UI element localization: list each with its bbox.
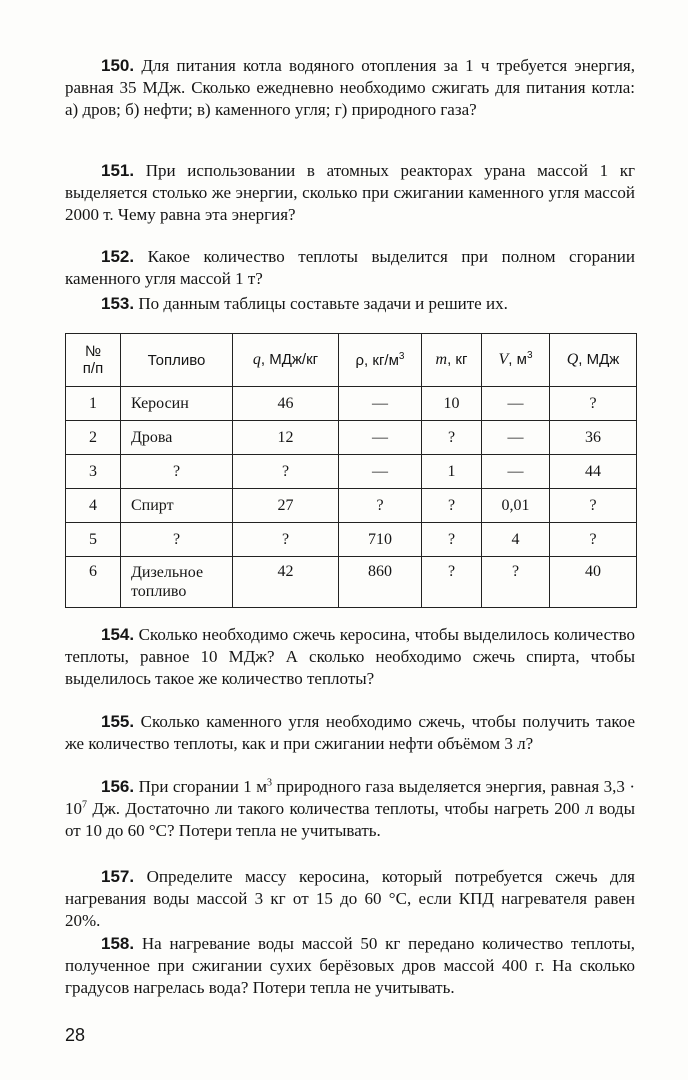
cell-m: 1 [422, 455, 482, 489]
problem-number: 156. [101, 777, 135, 796]
cell-number: 3 [66, 455, 121, 489]
problem-text: Какое количество теплоты выделится при полном сгорании каменного угля массой 1 т? [65, 247, 635, 288]
problem-151 [65, 160, 635, 226]
superscript: 3 [267, 777, 272, 789]
cell-rho: — [339, 421, 422, 455]
header-number-sign: № [84, 343, 102, 360]
problem-text: Для питания котла водяного отопления за 1 ч требуется энергия, равная 35 МДж. Сколько ежедневно необходимо сжигать для питания котла: а) дров; б) нефти; в) каменного угля; г) природного газа? [65, 56, 635, 119]
superscript: 7 [82, 799, 87, 811]
header-number-label: п/п [82, 360, 104, 377]
cell-q: 12 [233, 421, 339, 455]
cell-Q: ? [550, 387, 637, 421]
table-row [66, 557, 637, 608]
fuel-data-table [65, 333, 637, 608]
problem-155 [65, 711, 635, 755]
table-header-row [66, 334, 637, 387]
problem-number: 151. [101, 161, 135, 180]
cell-fuel [121, 557, 233, 608]
cell-m: ? [422, 489, 482, 523]
problem-text: Определите массу керосина, который потребуется сжечь для нагревания воды массой 3 кг от 15 до 60 °С, если КПД нагревателя равен 20%. [65, 867, 636, 930]
cell-number: 1 [66, 387, 121, 421]
table-row [66, 387, 637, 421]
problem-text: При использовании в атомных реакторах урана массой 1 кг выделяется столько же энергии, сколько при сжигании каменного угля массой 2000 т. Чему равна эта энергия? [65, 161, 635, 224]
header-number [66, 334, 121, 387]
header-m-unit: , кг [447, 351, 468, 368]
cell-m: ? [422, 421, 482, 455]
cell-number: 4 [66, 489, 121, 523]
problem-158 [65, 933, 635, 999]
cell-fuel: Дрова [121, 421, 233, 455]
cell-m: ? [422, 557, 482, 608]
cell-m: ? [422, 523, 482, 557]
header-mass [422, 334, 482, 387]
cell-v: — [482, 455, 550, 489]
cell-v: ? [482, 557, 550, 608]
problem-text [65, 777, 635, 840]
table-row [66, 455, 637, 489]
cell-fuel: ? [121, 523, 233, 557]
header-Q-symbol: Q [566, 351, 579, 368]
table-row [66, 489, 637, 523]
problem-text: Сколько каменного угля необходимо сжечь, чтобы получить такое же количество теплоты, как и при сжигании нефти объёмом 3 л? [65, 712, 636, 753]
header-Q-unit: , МДж [578, 351, 620, 368]
cell-rho: 860 [339, 557, 422, 608]
problem-number: 152. [101, 247, 135, 266]
cell-q: 42 [233, 557, 339, 608]
cell-fuel: ? [121, 455, 233, 489]
problem-152 [65, 246, 635, 290]
header-density [339, 334, 422, 387]
cell-q: ? [233, 455, 339, 489]
header-heat [550, 334, 637, 387]
problem-text-part: При сгорании 1 м [138, 777, 267, 796]
problem-number: 150. [101, 56, 135, 75]
cell-Q: ? [550, 489, 637, 523]
problem-text-part: Дж. Достаточно ли такого количества теплоты, чтобы нагреть 200 л воды от 10 до 60 °С? Потери тепла не учитывать. [65, 799, 635, 840]
header-rho-sup: 3 [398, 350, 405, 362]
header-volume [482, 334, 550, 387]
cell-q: 46 [233, 387, 339, 421]
header-specific-heat [233, 334, 339, 387]
cell-m: 10 [422, 387, 482, 421]
table-row [66, 523, 637, 557]
problem-number: 157. [101, 867, 135, 886]
cell-number: 2 [66, 421, 121, 455]
header-v-unit: , м [508, 351, 527, 368]
cell-rho: ? [339, 489, 422, 523]
problem-text: По данным таблицы составьте задачи и решите их. [138, 294, 508, 313]
problem-text: На нагревание воды массой 50 кг передано количество теплоты, полученное при сжигании сухих берёзовых дров массой 400 г. На сколько градусов нагрелась вода? Потери тепла не учитывать. [65, 934, 635, 997]
cell-rho: — [339, 455, 422, 489]
problem-number: 153. [101, 294, 135, 313]
cell-fuel: Керосин [121, 387, 233, 421]
header-m-symbol: m [435, 351, 448, 368]
cell-Q: 40 [550, 557, 637, 608]
problem-text-part: природного газа выделяется энергия, равная 3,3 · 10 [65, 777, 635, 818]
problem-number: 154. [101, 625, 135, 644]
cell-q: ? [233, 523, 339, 557]
cell-v: — [482, 421, 550, 455]
problem-153 [65, 293, 635, 315]
problem-number: 158. [101, 934, 135, 953]
cell-v: 0,01 [482, 489, 550, 523]
cell-number: 6 [66, 557, 121, 608]
problem-154 [65, 624, 635, 690]
cell-fuel: Спирт [121, 489, 233, 523]
cell-Q: 36 [550, 421, 637, 455]
cell-rho: 710 [339, 523, 422, 557]
cell-v: — [482, 387, 550, 421]
header-q-symbol: q [252, 351, 261, 368]
cell-number: 5 [66, 523, 121, 557]
cell-rho: — [339, 387, 422, 421]
cell-fuel-line: топливо [131, 583, 187, 600]
cell-Q: 44 [550, 455, 637, 489]
header-q-unit: , МДж/кг [260, 351, 319, 368]
header-fuel: Топливо [121, 334, 233, 387]
problem-150 [65, 55, 635, 121]
header-v-sup: 3 [526, 350, 533, 361]
problem-text: Сколько необходимо сжечь керосина, чтобы выделилось количество теплоты, равное 10 МДж? А сколько необходимо сжечь спирта, чтобы выделилось такое же количество теплоты? [65, 625, 635, 688]
header-v-symbol: V [498, 351, 509, 368]
problem-157 [65, 866, 635, 932]
cell-Q: ? [550, 523, 637, 557]
problem-156 [65, 776, 635, 842]
table-row [66, 421, 637, 455]
cell-q: 27 [233, 489, 339, 523]
header-rho-label: ρ, кг/м [355, 351, 399, 369]
cell-fuel-line: Дизельное [131, 564, 204, 581]
cell-v: 4 [482, 523, 550, 557]
problem-number: 155. [101, 712, 135, 731]
page-number: 28 [65, 1025, 86, 1045]
